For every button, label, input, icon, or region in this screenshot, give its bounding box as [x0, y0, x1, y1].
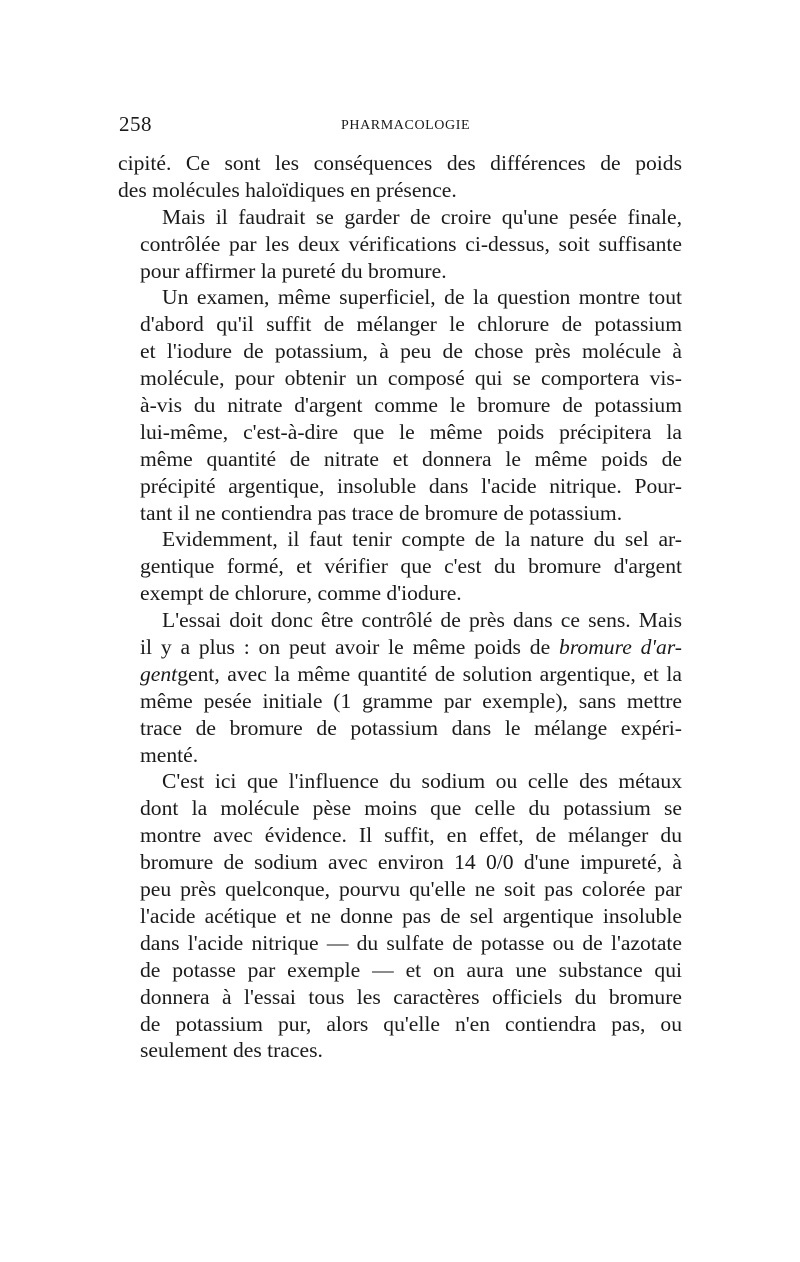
text-line: seulement des traces.	[140, 1038, 323, 1063]
text-line: trace de bromure de potassium dans le mélange expéri-	[140, 715, 682, 740]
text-line: dont la molécule pèse moins que celle du potassium se	[140, 796, 682, 821]
text-line: menté.	[140, 742, 199, 767]
text-line: l'acide acétique et ne donne pas de sel argentique insoluble	[140, 903, 682, 928]
text-line: Evidemment, il faut tenir compte de la nature du sel ar-	[162, 527, 682, 552]
text-line: exempt de chlorure, comme d'iodure.	[140, 581, 462, 606]
text-line: Mais il faudrait se garder de croire qu'une pesée finale,	[162, 204, 682, 229]
text-segment: gent, avec la même quantité de solution argentique, et la	[177, 661, 682, 686]
text-line: même pesée initiale (1 gramme par exemple), sans mettre	[140, 688, 682, 713]
text-line: à-vis du nitrate d'argent comme le bromure de potassium	[140, 393, 682, 418]
page-number: 258	[119, 112, 152, 136]
italic-term: bromure d'ar-	[559, 635, 682, 660]
paragraph	[118, 150, 682, 204]
text-line	[118, 634, 682, 661]
paragraph	[118, 607, 682, 768]
text-line: des molécules haloïdiques en présence.	[118, 177, 457, 202]
text-line: Un examen, même superficiel, de la question montre tout	[162, 285, 682, 310]
text-line: de potasse par exemple — et on aura une substance qui	[140, 957, 682, 982]
text-line: et l'iodure de potassium, à peu de chose près molécule à	[140, 339, 682, 364]
running-title: PHARMACOLOGIE	[341, 118, 471, 133]
text-line: peu près quelconque, pourvu qu'elle ne soit pas colorée par	[140, 877, 682, 902]
paragraph	[118, 284, 682, 526]
text-line: pour affirmer la pureté du bromure.	[140, 258, 447, 283]
paragraph	[118, 526, 682, 607]
text-line: contrôlée par les deux vérifications ci-dessus, soit suffisante	[140, 231, 682, 256]
text-line: gentique formé, et vérifier que c'est du bromure d'argent	[140, 554, 682, 579]
italic-term: gent	[140, 661, 178, 686]
page-header	[119, 112, 681, 142]
text-line: lui-même, c'est-à-dire que le même poids précipitera la	[140, 419, 682, 444]
body-text	[118, 150, 682, 1064]
paragraph	[118, 768, 682, 1064]
text-segment: il y a plus : on peut avoir le même poids de	[140, 635, 560, 660]
text-line: même quantité de nitrate et donnera le même poids de	[140, 446, 682, 471]
text-line: L'essai doit donc être contrôlé de près dans ce sens. Mais	[162, 608, 682, 633]
text-line: montre avec évidence. Il suffit, en effet, de mélanger du	[140, 823, 682, 848]
text-line	[118, 661, 682, 688]
text-line: de potassium pur, alors qu'elle n'en contiendra pas, ou	[140, 1011, 682, 1036]
text-line: dans l'acide nitrique — du sulfate de potasse ou de l'azotate	[140, 930, 682, 955]
text-line: C'est ici que l'influence du sodium ou celle des métaux	[162, 769, 682, 794]
text-line: donnera à l'essai tous les caractères officiels du bromure	[140, 984, 682, 1009]
text-line: précipité argentique, insoluble dans l'acide nitrique. Pour-	[140, 473, 682, 498]
text-line: cipité. Ce sont les conséquences des différences de poids	[118, 151, 682, 175]
paragraph	[118, 204, 682, 285]
text-line: bromure de sodium avec environ 14 0/0 d'une impureté, à	[140, 850, 682, 875]
text-line: d'abord qu'il suffit de mélanger le chlorure de potassium	[140, 312, 682, 337]
text-line: molécule, pour obtenir un composé qui se comportera vis-	[140, 366, 682, 391]
text-line: tant il ne contiendra pas trace de bromure de potassium.	[140, 500, 623, 525]
